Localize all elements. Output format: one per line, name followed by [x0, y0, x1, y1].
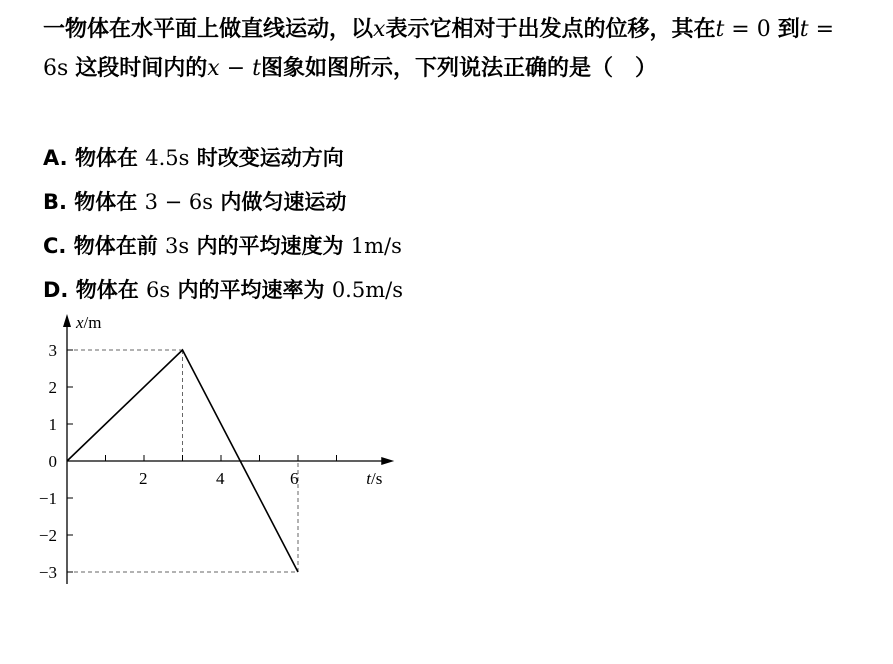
- question-part4: 这段时间内的: [75, 55, 208, 81]
- x-tick-label-6: 6: [290, 469, 299, 488]
- option-d-post: 内的平均速率为: [177, 277, 325, 302]
- option-d-letter: D.: [43, 278, 69, 302]
- x-axis-arrow: [381, 457, 394, 465]
- option-b-pre: 物体在: [74, 189, 138, 214]
- option-c-post: 内的平均速度为: [196, 233, 344, 258]
- option-a[interactable]: [43, 136, 863, 180]
- y-tick-label-1: 2: [48, 378, 57, 397]
- y-tick-label-0: 3: [48, 341, 57, 360]
- question-text: [43, 10, 863, 88]
- option-c-num: 3s: [165, 234, 190, 258]
- option-d-num2: 0.5m/s: [331, 278, 403, 302]
- option-a-letter: A.: [43, 146, 68, 170]
- question-part2: 表示它相对于出发点的位移，其在: [385, 16, 716, 42]
- option-b-letter: B.: [43, 190, 67, 214]
- y-tick-label-4: −1: [38, 489, 57, 508]
- axes: [63, 314, 394, 584]
- option-a-post: 时改变运动方向: [196, 145, 344, 170]
- question-var-x: x: [373, 17, 386, 42]
- option-c-num2: 1m/s: [350, 234, 402, 258]
- option-b-num: 3 − 6s: [144, 190, 214, 214]
- y-tick-label-5: −2: [38, 526, 57, 545]
- option-c[interactable]: [43, 224, 863, 268]
- question-var-x2: x: [207, 56, 220, 81]
- option-d-pre: 物体在: [75, 277, 139, 302]
- option-b[interactable]: [43, 180, 863, 224]
- question-var-t2: t: [799, 17, 809, 42]
- question-var-t1: t: [715, 17, 725, 42]
- x-axis-label-unit: /s: [370, 469, 383, 488]
- question-part3: 到: [777, 16, 800, 42]
- axis-labels: [39, 313, 382, 582]
- y-axis-label-unit: /m: [83, 313, 102, 332]
- option-d-num: 6s: [146, 278, 171, 302]
- y-tick-label-3: 0: [48, 452, 57, 471]
- x-axis-label-var: t: [366, 469, 371, 488]
- xt-graph: [0, 300, 430, 600]
- question-var-t3: t: [252, 56, 261, 81]
- question-eq2: = 6s: [43, 17, 835, 81]
- x-tick-label-2: 2: [139, 469, 148, 488]
- question-part5: 图象如图所示，下列说法正确的是（ ）: [260, 55, 657, 81]
- y-tick-label-2: 1: [48, 415, 57, 434]
- x-tick-label-4: 4: [216, 469, 225, 488]
- answer-options: [43, 136, 863, 312]
- option-a-num: 4.5s: [145, 146, 190, 170]
- option-a-pre: 物体在: [74, 145, 138, 170]
- question-eq1: = 0: [724, 17, 778, 42]
- y-tick-label-6: −3: [38, 563, 57, 582]
- y-axis-label-var: x: [76, 313, 84, 332]
- y-axis-arrow: [63, 314, 71, 327]
- option-c-letter: C.: [43, 234, 67, 258]
- option-b-post: 内做匀速运动: [220, 189, 347, 214]
- question-part1: 一物体在水平面上做直线运动，以: [43, 16, 374, 42]
- x-axis-label: [366, 469, 382, 488]
- question-minus: −: [219, 56, 253, 81]
- option-c-pre: 物体在前: [73, 233, 158, 258]
- y-axis-label: [75, 313, 102, 332]
